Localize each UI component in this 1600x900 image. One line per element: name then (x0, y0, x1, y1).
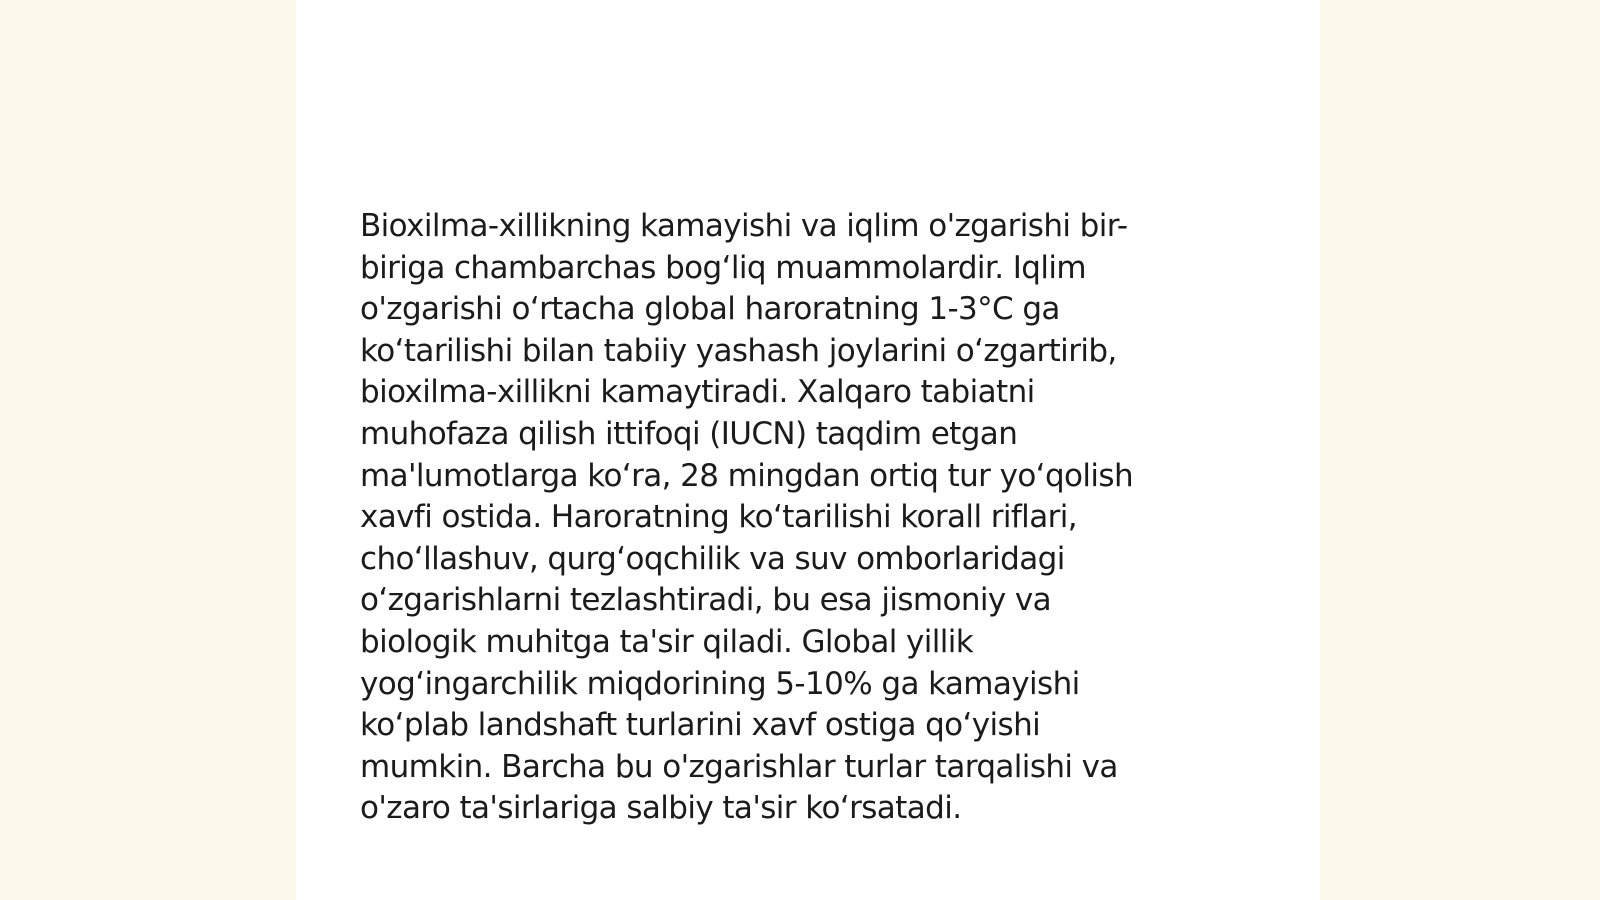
document-page (296, 0, 1320, 900)
body-paragraph: Bioxilma-xillikning kamayishi va iqlim o'zgarishi bir- biriga chambarchas bog‘liq muammolardir. Iqlim o'zgarishi o‘rtacha global haroratning 1-3°C ga ko‘tarilishi bilan tabiiy yashash joylarini o‘zgartirib, bioxilma-xillikni kamaytiradi. Xalqaro tabiatni muhofaza qilish ittifoqi (IUCN) taqdim etgan ma'lumotlarga ko‘ra, 28 mingdan ortiq tur yo‘qolish xavfi ostida. Haroratning ko‘tarilishi korall riflari, cho‘llashuv, qurg‘oqchilik va suv omborlaridagi o‘zgarishlarni tezlashtiradi, bu esa jismoniy va biologik muhitga ta'sir qiladi. Global yillik yog‘ingarchilik miqdorining 5-10% ga kamayishi ko‘plab landshaft turlarini xavf ostiga qo‘yishi mumkin. Barcha bu o'zgarishlar turlar tarqalishi va o'zaro ta'sirlariga salbiy ta'sir ko‘rsatadi. (360, 208, 1134, 827)
